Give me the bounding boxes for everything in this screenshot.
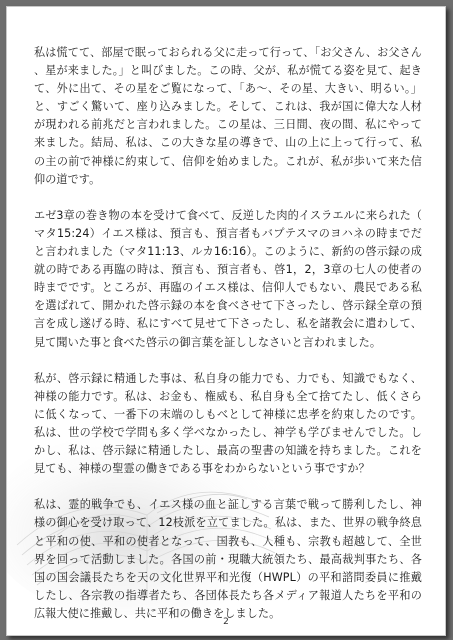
paragraph-4: 私は、霊的戦争でも、イエス様の血と証しする言葉で戦って勝利したし、神様の御心を受け取って、12枝派を立てました。私は、また、世界の戦争終息と平和の使、平和の使者となって、国教も、人種も、宗教も超越して、全世界を回って活動しました。各国の前・現職大統領たち、最高裁判事たち、各国の国会議長たちを天の文化世界平和光復（HWPL）の平和諮問委員に推戴したし、各宗教の指導者たち、各団体長たち各メディア報道人たちを平和の広報大使に推戴し、共に平和の働きをしました。 [34, 498, 422, 620]
document-page [6, 6, 446, 636]
document-body [34, 44, 422, 636]
paragraph-2: エゼ3章の巻き物の本を受けて食べて、反逆した肉的イスラエルに来られた（マタ15:24）イエス様は、預言も、預言者もバプテスマのヨハネの時までだと言われました（マタ11:13、ルカ16:16）。このように、新約の啓示録の成就の時である再臨の時は、預言も、預言者も、啓1，2，3章の七人の使者の時までです。ところが、再臨のイエス様は、信仰人でもない、農民である私を選ばれて、開かれた啓示録の本を食べさせて下さったし、啓示録全章の預言を成し遂げる時、私にすべて見せて下さったし、私を諸教会に遣わして、見て聞いた事と食べた啓示の御言葉を証ししなさいと言われました。 [34, 208, 422, 349]
paragraph-3: 私が、啓示録に精通した事は、私自身の能力でも、力でも、知識でもなく、神様の能力です。私は、お金も、権威も、私自身も全て捨てたし、低くさらに低くなって、一番下の末端のしもべとして神様に忠孝を約束したのです。私は、世の学校で学問も多く学べなかったし、神学も学びませんでした。しかし、私は、啓示録に精通したし、最高の聖書の知識を持ちました。これを見ても、神様の聖霊の働きである事をわからないという事ですか？ [34, 371, 422, 476]
paragraph-1: 私は慌てて、部屋で眠っておられる父に走って行って、「お父さん、お父さん、星が来ました。」と叫びました。この時、父が、私が慌てる姿を見て、起きて、外に出て、その星をご覧になって、「あ〜、その星、大きい、明るい。」と、すごく驚いて、座り込みました。そして、これは、我が国に偉大な人材が現われる前兆だと言われました。この星は、三日間、夜の間、私にやって来ました。結局、私は、この大きな星の導きで、山の上に上って行って、私の主の前で神様に約束して、信仰を始めました。これが、私が歩いて来た信仰の道です。 [34, 46, 422, 186]
page-number: 2 [223, 617, 229, 627]
